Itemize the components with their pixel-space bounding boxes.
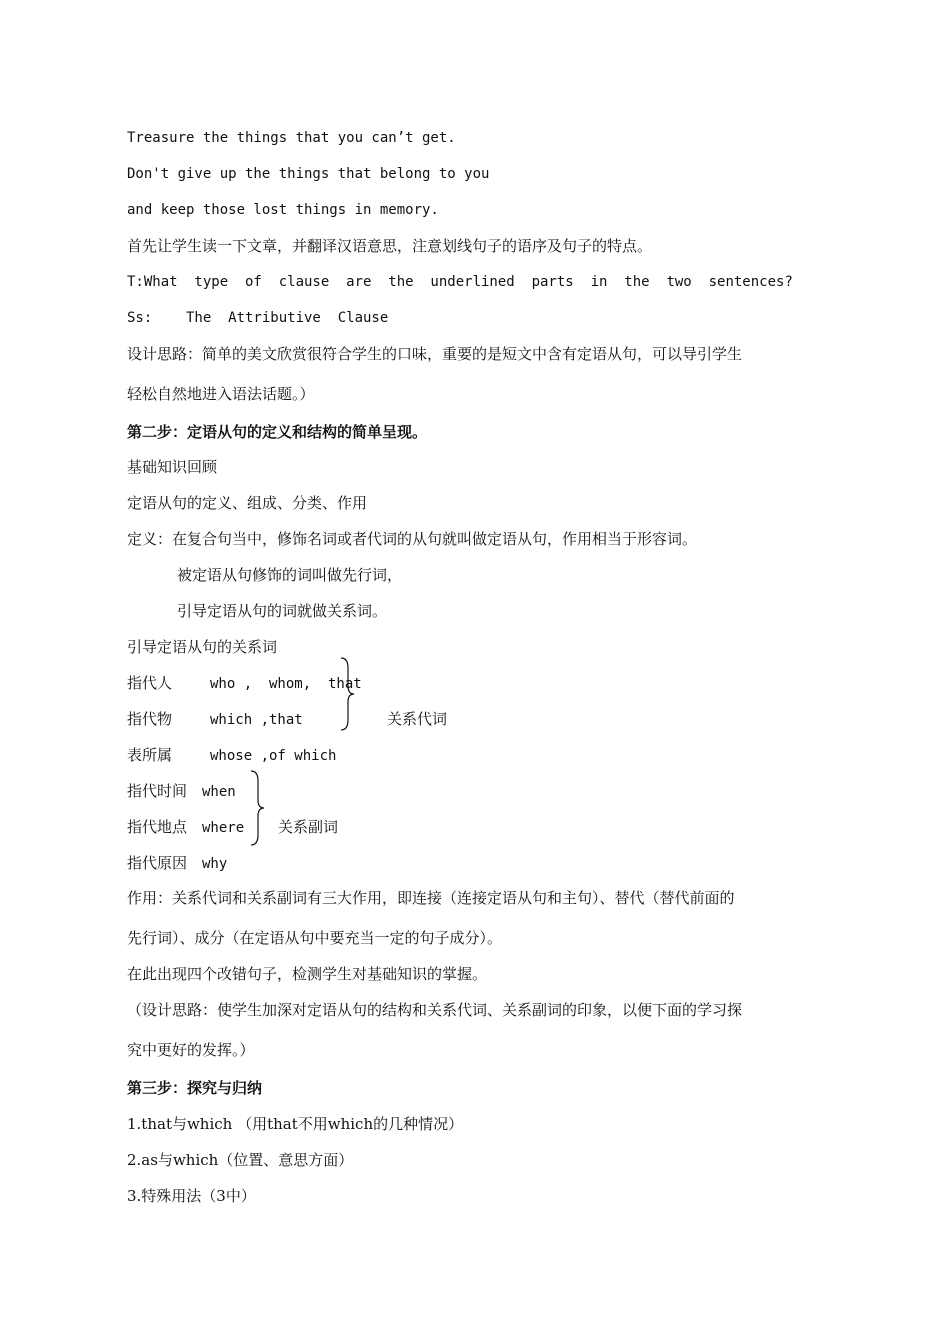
design-note-1-line-1: 设计思路：简单的美文欣赏很符合学生的口味，重要的是短文中含有定语从句，可以导引学生: [127, 345, 743, 363]
review-title: 基础知识回顾: [127, 458, 218, 476]
function-line-2: 先行词）、成分（在定语从句中要充当一定的句子成分）。: [127, 929, 503, 947]
adverb-group-label: 关系副词: [278, 818, 339, 836]
design-note-1-line-2: 轻松自然地进入语法话题。）: [127, 385, 315, 403]
pronoun-label-person: 指代人: [127, 674, 173, 692]
step3-heading: 第三步：探究与归纳: [127, 1079, 263, 1097]
poem-line-1: Treasure the things that you can’t get.: [127, 130, 456, 146]
design-note-2-line-2: 究中更好的发挥。）: [127, 1041, 255, 1059]
student-answer: Ss: The Attributive Clause: [127, 310, 389, 326]
adverb-label-time: 指代时间: [127, 782, 188, 800]
pronoun-label-possessive: 表所属: [127, 746, 173, 764]
design-note-2-line-1: （设计思路：使学生加深对定语从句的结构和关系代词、关系副词的印象，以便下面的学习探: [127, 1001, 743, 1019]
adverb-label-place: 指代地点: [127, 818, 188, 836]
pronoun-words-possessive: whose ,of which: [210, 748, 337, 764]
relative-words-heading: 引导定语从句的关系词: [127, 638, 278, 656]
definition-line: 定义：在复合句当中，修饰名词或者代词的从句就叫做定语从句，作用相当于形容词。: [127, 530, 698, 548]
antecedent-line: 被定语从句修饰的词叫做先行词，: [177, 566, 403, 584]
step3-item-1: 1.that与which （用that不用which的几种情况）: [127, 1115, 464, 1133]
step2-heading: 第二步：定语从句的定义和结构的简单呈现。: [127, 423, 428, 441]
relative-word-line: 引导定语从句的词就做关系词。: [177, 602, 388, 620]
topics-line: 定语从句的定义、组成、分类、作用: [127, 494, 368, 512]
poem-line-3: and keep those lost things in memory.: [127, 202, 439, 218]
adverb-word-reason: why: [202, 856, 228, 872]
pronoun-group-label: 关系代词: [387, 710, 448, 728]
adverb-word-time: when: [202, 784, 236, 800]
pronoun-words-person: who , whom, that: [210, 676, 362, 692]
poem-line-2: Don't give up the things that belong to you: [127, 166, 490, 182]
pronoun-label-thing: 指代物: [127, 710, 173, 728]
pronoun-brace-icon: [338, 656, 358, 732]
step3-item-2: 2.as与which（位置、意思方面）: [127, 1151, 354, 1169]
error-correction-line: 在此出现四个改错句子，检测学生对基础知识的掌握。: [127, 965, 488, 983]
function-line-1: 作用：关系代词和关系副词有三大作用，即连接（连接定语从句和主句）、替代（替代前面的: [127, 889, 735, 907]
pronoun-words-thing: which ,that: [210, 712, 303, 728]
adverb-brace-icon: [248, 769, 268, 847]
step3-item-3: 3.特殊用法（3中）: [127, 1187, 256, 1205]
adverb-word-place: where: [202, 820, 245, 836]
intro-text: 首先让学生读一下文章，并翻译汉语意思，注意划线句子的语序及句子的特点。: [127, 237, 653, 255]
teacher-question: T:What type of clause are the underlined parts in the two sentences?: [127, 274, 793, 290]
adverb-label-reason: 指代原因: [127, 854, 188, 872]
